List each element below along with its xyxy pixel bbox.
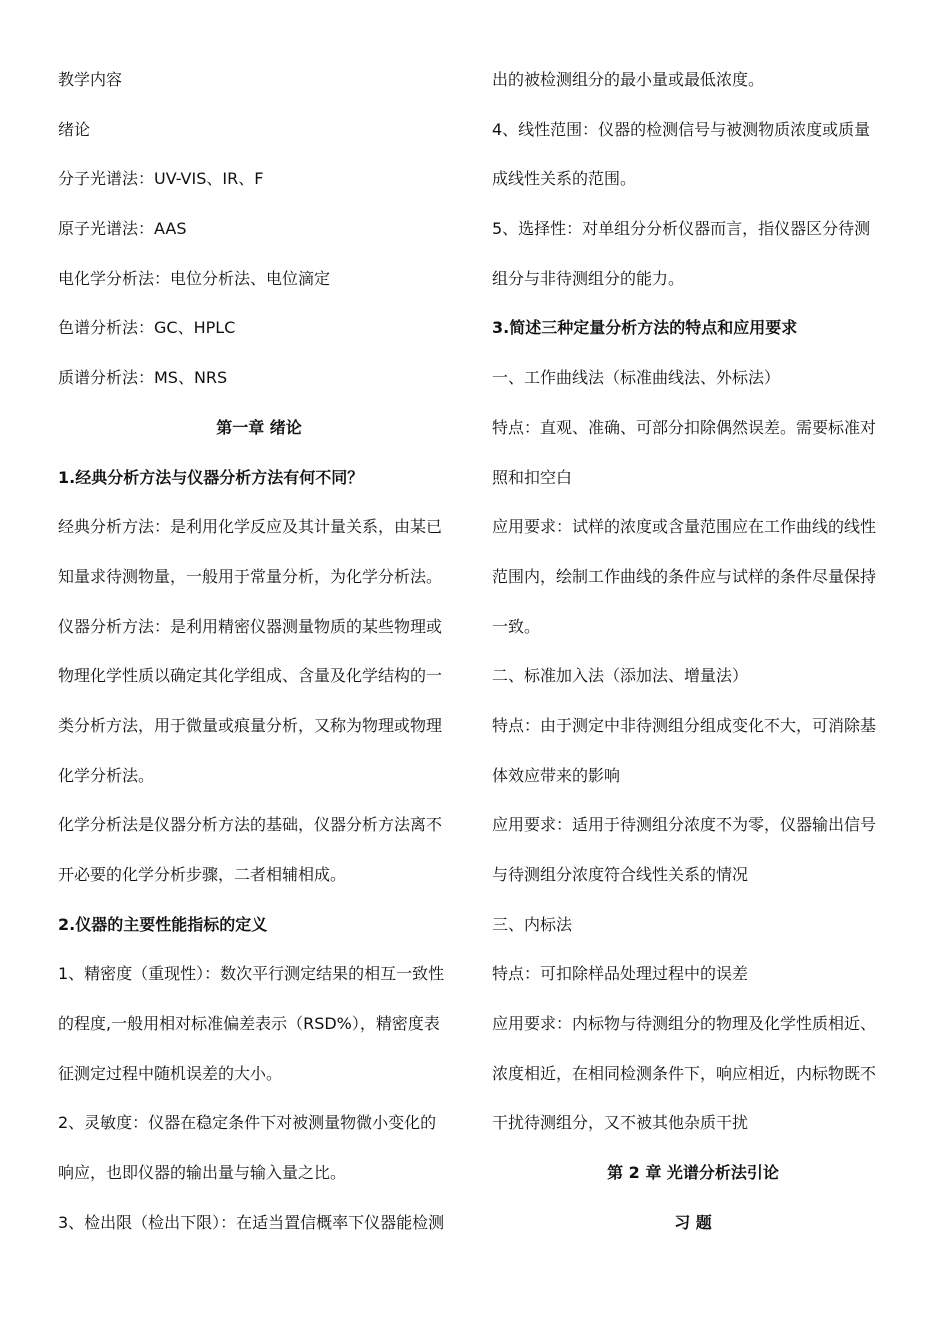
right-column — [492, 55, 894, 1248]
text-line: 电化学分析法：电位分析法、电位滴定 — [58, 268, 331, 288]
text-line: 组分与非待测组分的能力。 — [492, 268, 685, 288]
text-line: 照和扣空白 — [492, 467, 573, 487]
text-line: 的程度,一般用相对标准偏差表示（RSD%），精密度表 — [58, 1014, 440, 1034]
text-line: 一致。 — [492, 616, 541, 636]
text-line: 3、检出限（检出下限）：在适当置信概率下仪器能检测 — [58, 1212, 445, 1232]
text-line: 教学内容 — [58, 70, 123, 89]
text-line: 类分析方法，用于微量或痕量分析，又称为物理或物理 — [58, 715, 443, 735]
text-line: 应用要求：适用于待测组分浓度不为零，仪器输出信号 — [492, 815, 877, 835]
section-heading: 第一章 绪论 — [216, 417, 302, 437]
text-line: 特点：直观、准确、可部分扣除偶然误差。需要标准对 — [492, 417, 877, 437]
text-line: 原子光谱法：AAS — [58, 219, 187, 239]
text-line: 化学分析法。 — [58, 765, 155, 785]
text-line: 特点：可扣除样品处理过程中的误差 — [492, 964, 749, 984]
text-line: 特点：由于测定中非待测组分组成变化不大，可消除基 — [492, 715, 877, 735]
section-heading: 习 题 — [674, 1212, 712, 1232]
text-line: 质谱分析法：MS、NRS — [58, 368, 228, 388]
text-line: 出的被检测组分的最小量或最低浓度。 — [492, 70, 765, 89]
text-line: 开必要的化学分析步骤，二者相辅相成。 — [58, 865, 347, 884]
text-line: 绪论 — [58, 119, 91, 139]
text-line: 化学分析法是仪器分析方法的基础，仪器分析方法离不 — [58, 815, 443, 835]
text-line: 色谱分析法：GC、HPLC — [58, 318, 236, 338]
text-line: 征测定过程中随机误差的大小。 — [58, 1063, 283, 1083]
question-heading: 2.仪器的主要性能指标的定义 — [58, 914, 268, 934]
text-line: 干扰待测组分，又不被其他杂质干扰 — [492, 1113, 749, 1133]
left-column — [58, 55, 460, 1248]
question-heading: 1.经典分析方法与仪器分析方法有何不同？ — [58, 467, 364, 487]
question-heading: 3.简述三种定量分析方法的特点和应用要求 — [492, 318, 798, 338]
text-line: 物理化学性质以确定其化学组成、含量及化学结构的一 — [58, 666, 443, 686]
text-line: 4、线性范围：仪器的检测信号与被测物质浓度或质量 — [492, 119, 871, 139]
section-heading: 第 2 章 光谱分析法引论 — [607, 1163, 779, 1183]
text-line: 与待测组分浓度符合线性关系的情况 — [492, 865, 749, 884]
text-line: 响应，也即仪器的输出量与输入量之比。 — [58, 1163, 347, 1183]
text-line: 应用要求：内标物与待测组分的物理及化学性质相近、 — [492, 1014, 877, 1034]
text-line: 二、标准加入法（添加法、增量法） — [492, 666, 749, 686]
text-line: 经典分析方法：是利用化学反应及其计量关系，由某已 — [58, 517, 443, 537]
text-line: 成线性关系的范围。 — [492, 169, 637, 189]
text-line: 应用要求：试样的浓度或含量范围应在工作曲线的线性 — [492, 517, 877, 537]
text-line: 知量求待测物量，一般用于常量分析，为化学分析法。 — [58, 566, 443, 586]
text-line: 范围内，绘制工作曲线的条件应与试样的条件尽量保持 — [492, 566, 877, 586]
text-line: 仪器分析方法：是利用精密仪器测量物质的某些物理或 — [58, 616, 443, 636]
text-line: 一、工作曲线法（标准曲线法、外标法） — [492, 368, 781, 388]
text-line: 2、灵敏度：仪器在稳定条件下对被测量物微小变化的 — [58, 1113, 437, 1133]
text-line: 浓度相近，在相同检测条件下，响应相近，内标物既不 — [492, 1063, 877, 1083]
text-line: 体效应带来的影响 — [492, 765, 621, 785]
text-line: 分子光谱法：UV-VIS、IR、F — [58, 169, 264, 189]
text-line: 三、内标法 — [492, 914, 573, 934]
text-line: 5、选择性：对单组分分析仪器而言，指仪器区分待测 — [492, 219, 871, 239]
text-line: 1、精密度（重现性）：数次平行测定结果的相互一致性 — [58, 964, 445, 984]
